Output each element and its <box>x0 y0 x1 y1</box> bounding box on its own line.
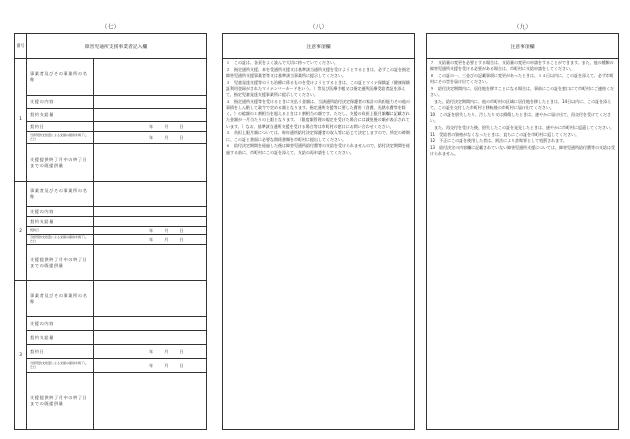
form-entry <box>15 281 206 429</box>
provider-entry-form <box>14 33 207 430</box>
form-row-provider <box>26 182 206 207</box>
note-paragraph: ４ 指定通所支援等を受けるときに支払う金額は、当該通所給付決定保護者の家計の負担能力その他の事情をしん酌して政令で定める額となります。指定通所支援等に要した費用（食費、光熱水費等を除く。）の総額の１割相当を超えるときは１割相当の額です。ただし、支援の負担上限月額欄に記載された金額が一月当たりの上限となります。（限度額管理の規定を受けた場合には減免後の額が表示されています。）なお、基準該当通所支援を受ける場合等は市町村の窓口にお問い合わせください。 <box>226 98 410 129</box>
form-row-provider <box>26 281 206 317</box>
field-label-date: 契約日 <box>26 122 94 131</box>
date-day-label: 日 <box>179 123 184 129</box>
date-year-label: 年 <box>149 348 154 354</box>
field-value-used[interactable] <box>94 144 206 182</box>
form-row-provider <box>26 58 206 96</box>
field-value-end-date[interactable] <box>94 235 206 244</box>
note-paragraph: また、給付決定期間内に、他の市町村の区域に居住地を移したときは、14日以内に、この証を添えて、この証を交付した市町村と移転後の市町村に届け出てください。 <box>430 98 612 111</box>
field-label-end-date: 当該契約支給量による支援の提供を終了した日 <box>26 132 94 143</box>
note-paragraph: ７ 支給量の変更を必要とする場合は、支給量の変更の申請をすることができます。また、他の種類の障害児通所支援を受ける必要がある場合は、市町村に支給申請をしてください。 <box>430 60 614 72</box>
field-label-used: 支援提供終了月中の終了日までの既提供量 <box>26 144 94 182</box>
notes-panel-middle <box>222 33 415 430</box>
date-month-label: 月 <box>164 134 169 140</box>
notes-body <box>430 60 615 158</box>
form-row-content <box>26 207 206 217</box>
form-row-end-date <box>26 132 206 144</box>
field-label-content: 支援の内容 <box>26 96 94 108</box>
date-fields <box>149 122 209 131</box>
field-value-amount[interactable] <box>94 217 206 226</box>
field-label-end-date: 当該契約支給量による支援の提供を終了した日 <box>26 235 94 244</box>
date-day-label: 日 <box>179 348 184 354</box>
form-row-date <box>26 122 206 132</box>
form-row-used <box>26 373 206 429</box>
notes-body <box>226 60 411 156</box>
date-month-label: 月 <box>164 362 169 368</box>
form-row-amount <box>26 331 206 345</box>
form-title: 障害児通所支援事業者記入欄 <box>84 44 148 50</box>
notes-panel-right <box>426 33 619 430</box>
date-month-label: 月 <box>164 227 169 233</box>
date-day-label: 日 <box>179 362 184 368</box>
date-fields <box>149 359 209 372</box>
field-value-content[interactable] <box>94 96 206 108</box>
form-row-end-date <box>26 359 206 373</box>
field-value-date[interactable] <box>94 227 206 234</box>
date-year-label: 年 <box>149 134 154 140</box>
entry-number: 1 <box>15 58 27 181</box>
form-entry <box>15 58 206 182</box>
form-row-date <box>26 227 206 235</box>
field-label-provider: 事業者及びその事業所の名称 <box>26 58 94 95</box>
date-year-label: 年 <box>149 362 154 368</box>
field-value-provider[interactable] <box>94 281 206 316</box>
date-month-label: 月 <box>164 123 169 129</box>
column-heading-middle: （八） <box>309 24 328 31</box>
date-year-label: 年 <box>149 123 154 129</box>
form-row-date <box>26 345 206 359</box>
field-label-date: 契約日 <box>26 345 94 358</box>
date-fields <box>149 132 209 143</box>
field-label-provider: 事業者及びその事業所の名称 <box>26 182 94 206</box>
form-row-used <box>26 245 206 281</box>
field-label-date: 契約日 <box>26 227 94 234</box>
note-paragraph: ８ この証の一、三並びの記載事項に変更があったときは、１４日以内に、この証を添えて、必ず市町村にその旨を届け出てください。 <box>430 72 614 85</box>
note-paragraph: ２ 指定通所支援、本を受通所支援又は基準該当通所支援を受けようとするときは、必ずこの証を指定障害児通所支援事業者等又は基準該当事業所に提示してください。 <box>226 66 410 78</box>
notes-title: 注意事項欄 <box>223 34 414 59</box>
field-value-content[interactable] <box>94 207 206 216</box>
field-label-content: 支援の内容 <box>26 207 94 216</box>
column-heading-left: （七） <box>101 24 120 31</box>
field-label-amount: 契約支給量 <box>26 109 94 121</box>
date-year-label: 年 <box>149 236 154 242</box>
form-row-amount <box>26 217 206 227</box>
note-paragraph: ３ 児童発達支援等のうち治療に係るものを受けようとするときは、この証とマイナ保険証（健康保険証利用登録がされたマイナンバーカードをいう。）等及び医療手帳又は指定通所医療受給者証を添えて、指定児童発達支援事業所に提示してください。 <box>226 79 410 98</box>
date-fields <box>149 235 209 244</box>
note-paragraph: 11 受給者の資格がなくなったときは、直ちにこの証を市町村に返してください。 <box>430 131 580 137</box>
form-entry <box>15 182 206 281</box>
form-row-content <box>26 96 206 109</box>
note-paragraph: ９ 給付決定期間内に、居住地を移すことになる場合は、事前にこの証を窓口にて市町村にご連絡ください。 <box>430 85 614 98</box>
note-paragraph: また、再交付を受けた後、紛失したこの証を発見したときは、速やかに市町村に返還してください。 <box>430 124 614 130</box>
field-value-amount[interactable] <box>94 331 206 344</box>
column-heading-right: （九） <box>513 24 532 31</box>
field-value-used[interactable] <box>94 245 206 281</box>
field-value-content[interactable] <box>94 317 206 330</box>
date-fields <box>149 227 209 234</box>
date-month-label: 月 <box>164 236 169 242</box>
field-value-end-date[interactable] <box>94 359 206 372</box>
form-row-end-date <box>26 235 206 245</box>
field-label-provider: 事業者及びその事業所の名称 <box>26 281 94 316</box>
note-paragraph: ６ 給付決定期間を経過した後は障害児通所給付費等の支給を受けられませんので、給付決定期間を経過する前に、市町村にこの証を添えて、支給の再申請をしてください。 <box>226 143 410 155</box>
field-label-used: 支援提供終了月中の終了日までの既提供量 <box>26 245 94 281</box>
notes-title: 注意事項欄 <box>427 34 618 59</box>
date-month-label: 月 <box>164 348 169 354</box>
field-value-date[interactable] <box>94 345 206 358</box>
note-paragraph: １ この証は、各頁をよく読んで大切に持っていてください。 <box>226 60 338 65</box>
note-paragraph: ５ 負担上限月額については、毎年通所給付決定保護者の収入等に応じて決定しますので、所定の時期に、この証と書面に必要な関係書類を市町村に提出してください。 <box>226 130 410 142</box>
number-header: 番号 <box>15 34 27 58</box>
field-label-end-date: 当該契約支給量による支援の提供を終了した日 <box>26 359 94 372</box>
form-row-amount <box>26 109 206 122</box>
date-day-label: 日 <box>179 227 184 233</box>
field-value-provider[interactable] <box>94 58 206 95</box>
form-row-content <box>26 317 206 331</box>
entry-number: 2 <box>15 182 27 280</box>
field-value-provider[interactable] <box>94 182 206 206</box>
field-value-amount[interactable] <box>94 109 206 121</box>
field-label-amount: 契約支給量 <box>26 217 94 226</box>
entry-number: 3 <box>15 281 27 429</box>
field-label-amount: 契約支給量 <box>26 331 94 344</box>
date-day-label: 日 <box>179 236 184 242</box>
field-value-end-date[interactable] <box>94 132 206 143</box>
field-value-date[interactable] <box>94 122 206 131</box>
field-label-content: 支援の内容 <box>26 317 94 330</box>
date-day-label: 日 <box>179 134 184 140</box>
note-paragraph: 13 給付決定の内容欄に記載されていない障害児通所支援については、障害児通所給付費等の支給は受けられません。 <box>430 145 616 157</box>
field-label-used: 支援提供終了月中の終了日までの既提供量 <box>26 373 94 429</box>
note-paragraph: 12 不正にこの証を使用した者は、刑法により詐欺罪として処罰されます。 <box>430 138 567 144</box>
form-header <box>15 34 206 59</box>
date-fields <box>149 345 209 358</box>
field-value-used[interactable] <box>94 373 206 429</box>
note-paragraph: 10 この証を紛失したり、汚したり又は損傷したときは、速やかに届け出て、再交付を受けてください。 <box>430 111 612 124</box>
form-row-used <box>26 144 206 182</box>
date-year-label: 年 <box>149 227 154 233</box>
